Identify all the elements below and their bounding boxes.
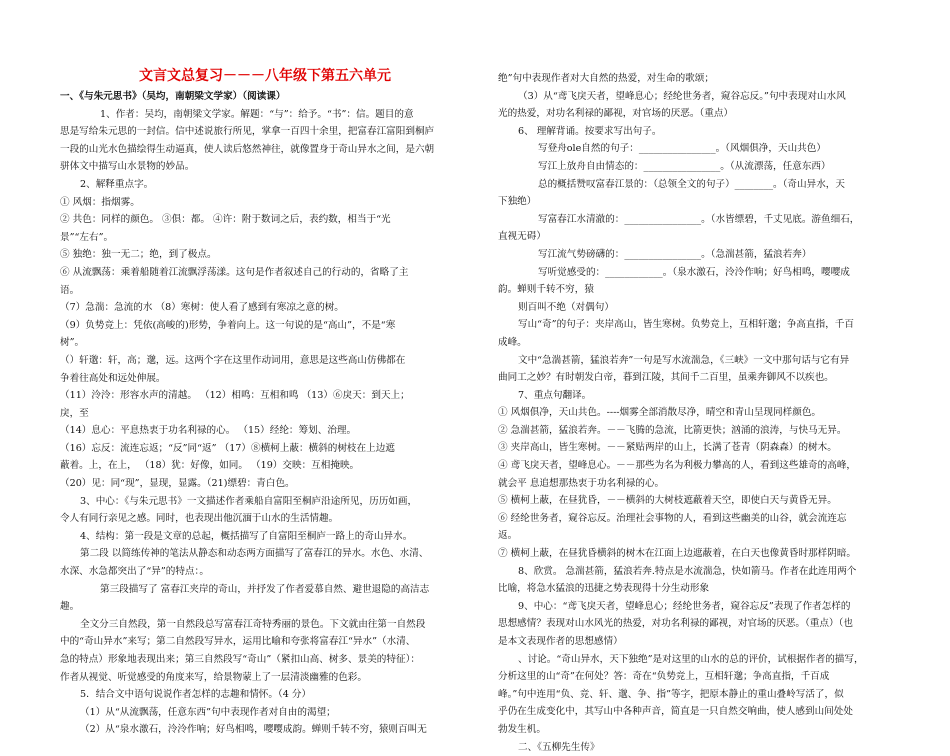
text-line: 绝”句中表现作者对大自然的热爱，对生命的歌颂； [498,73,714,84]
text-line: ① 风烟：指烟雾。 [60,196,140,208]
text-line: 树”。 [60,337,85,349]
text-line: 峰。”句中连用“负、竞、轩、邈、争、指”等字，把原本静止的重山叠岭写活了，似 [498,688,844,700]
text-line: 蔽着。上，在上， （18）犹：好像，如同。 （19）交映：互相掩映。 [60,460,360,472]
text-line: 写江流气势磅礴的：________________。（急湍甚箭，猛浪若奔） [538,248,812,260]
right-column [498,0,898,756]
text-line: 文中“急湍甚箭，猛浪若奔”一句是写水流湍急，《三峡》一文中那句话与它有异 [518,354,850,366]
text-line: 1、作者：吴均，南朝梁文学家。解题：“与”：给予。“书”：信。题目的意 [100,108,414,120]
text-line: （14）息心：平息热衷于功名利禄的心。 （15）经纶：筹划、治理。 [60,425,357,437]
text-line: 总的概括赞叹富春江景的：（总领全文的句子）________。（奇山异水，天 [538,178,845,190]
text-line: 令人有同行亲见之感。同时，也表现出他沉湎于山水的生活情趣。 [60,513,339,525]
text-line: （2）从“泉水激石，泠泠作响；好鸟相鸣，嘤嘤成韵。蝉则千转不穷，猿则百叫无 [80,724,427,736]
text-line: 勃发生机。 [498,723,546,735]
text-line: 一、《与朱元思书》（吴均，南朝梁文学家）（阅读课） [60,91,286,102]
text-line: 写听觉感受的：____________。（泉水激石，泠泠作响；好鸟相鸣，嘤嘤成 [538,266,850,278]
text-line: 中的“奇山异水”来写；第二自然段写异水，运用比喻和夸张将富春江“异水”（水清、 [60,636,416,648]
text-line: 曲同工之妙？有时朝发白帝，暮到江陵，其间千二百里，虽乘奔御风不以疾也。 [498,372,834,384]
left-column [60,0,470,739]
text-line: 下独绝） [498,196,537,208]
text-line: 光的热爱，对功名利禄的鄙视，对官场的厌恶。（重点） [498,108,734,120]
text-line: ② 共色：同样的颜色。 ③俱：都。 ④许：附于数词之后，表约数，相当于“光 [60,214,391,226]
text-line: 第二段 以简练传神的笔法从静态和动态两方面描写了富春江的异水。水色、水清、 [80,548,429,560]
text-line: ② 急湍甚箭，猛浪若奔。－－飞腾的急流，比箭更快；汹涌的浪涛，与快马无异。 [498,424,847,436]
text-line: ⑥ 经纶世务者，窥谷忘反。治理社会事物的人，看到这些幽美的山谷，就会流连忘 [498,512,847,524]
text-line: 思是写给朱元思的一封信。信中述说旅行所见，掌拿一百四十余里，把富春江富阳到桐庐 [60,126,435,138]
text-line: （20）见：同“现”，显现，显露。（21)缥碧：青白色。 [60,478,295,490]
text-line: （）轩邈：轩，高；邈，远。这两个字在这里作动词用，意思是这些高山仿佛都在 [60,354,406,366]
left-text-lines [60,88,470,739]
text-line: 2、解释重点字。 [80,178,154,190]
text-line: ④ 鸢飞戾天者，望峰息心。－－那些为名为利极力攀高的人，看到这些雄奇的高峰， [498,460,857,472]
text-line: ⑦ 横柯上蔽，在昼犹昏横斜的树木在江面上边遮蔽着，在白天也像黄昏时那样阴暗。 [498,548,857,560]
text-line: 一段的山光水色描绘得生动逼真，使人读后悠然神往，就像置身于奇山异水之间，是六朝 [60,143,435,155]
text-line: （7）急湍：急流的水 （8）寒树：使人看了感到有寒凉之意的树。 [60,302,344,314]
text-line: 、讨论。“奇山异水，天下独绝”是对这里的山水的总的评价，试根据作者的描写， [518,653,864,665]
text-line: （11）泠泠：形容水声的清越。 （12）相鸣：互相和鸣 （13）⑥戾天：到天上； [60,390,410,402]
right-text-lines [498,0,898,756]
text-line: 景”“左右”。 [60,231,114,243]
text-line: ① 风烟俱净，天山共色。----烟雾全部消散尽净，晴空和青山呈现同样颜色。 [498,407,822,419]
text-line: 趣。 [60,601,80,613]
text-line: 返。 [498,530,518,542]
text-line: 全文分三自然段，第一自然段总写富春江奇特秀丽的景色。下文就由往第一自然段 [80,618,426,630]
text-line: 9、中心：“鸢飞戾天者，望峰息心；经纶世务者，窥谷忘反”表现了作者怎样的 [518,600,851,612]
text-line: 水深、水急都突出了“异”的特点：。 [60,566,209,578]
text-line: 直视无碍） [498,231,546,243]
text-line: 写江上放舟自由情态的：________________。（从流漂荡，任意东西） [538,160,831,172]
text-line: ⑤ 独绝：独一无二；绝，到了极点。 [60,249,217,261]
text-line: 6、 理解背诵。按要求写出句子。 [518,125,662,137]
text-line: 3、中心：《与朱元思书》一文描述作者乘船自富阳至桐庐沿途所见，历历如画， [80,495,418,507]
text-line: 戾，至 [60,407,89,419]
text-line: 第三段描写了 富春江夹岸的奇山，并抒发了作者爱慕自然、避世退隐的高洁志 [100,583,430,595]
text-line: ③ 夹岸高山，皆生寒树。－－紧贴两岸的山上，长满了苍青（阴森森）的树木。 [498,442,837,454]
text-line: ⑤ 横柯上蔽，在昼犹昏，－－横斜的大树枝遮蔽着天空，即使白天与黄昏无异。 [498,495,837,507]
text-line: 比喻，将急水猛浪的迅捷之势表现得十分生动形象 [498,583,710,595]
text-line: 写富春江水清澈的：________________。（水皆缥碧，千丈见底。游鱼细石， [538,213,860,225]
text-line: 7、重点句翻译。 [518,389,592,401]
text-line: 思想感情？表现对山水风光的热爱，对功名利禄的鄙视，对官场的厌恶。（重点）（也 [498,618,853,630]
text-line: 二、《五柳先生传》 [518,741,600,753]
text-line: 急的特点）形象地表现出来；第三自然段写“奇山”（紧扣山高、树多、景美的特征）： [60,654,420,665]
text-line: 作者从视觉、听觉感受的角度来写，给景物蒙上了一层清淡幽雅的色彩。 [60,671,367,683]
text-line: 8、欣赏。 急湍甚箭，猛浪若奔.特点是水流湍急，快如箭马。作者在此连用两个 [518,565,857,577]
text-line: 争着往高处和远处伸展。 [60,372,166,384]
text-line: 就会平 息追想那热衷于功名利禄的心。 [498,477,665,489]
text-line: 分析这里的山“奇”在何处？答：奇在“负势竞上，互相轩邈；争高直指，千百成 [498,671,830,683]
text-line: 写登舟ole自然的句子：________________。（风烟俱净，天山共色） [538,143,826,155]
text-line: 4、结构：第一段是文章的总起，概括描写了自富阳至桐庐一路上的奇山异水。 [80,530,413,542]
page-title: 文言文总复习－－－八年级下第五六单元 [139,68,391,84]
text-line: 骈体文中描写山水景物的妙品。 [60,161,195,173]
text-line: （3）从“鸢飞戾天者，望峰息心；经纶世务者，窥谷忘反。”句中表现对山水风 [518,90,846,102]
text-line: 则百叫不绝（对偶句） [518,301,614,313]
text-line: ⑥ 从流飘荡：乘着船随着江流飘浮荡漾。这句是作者叙述自己的行动的，省略了主 [60,266,409,278]
text-line: 乎仍在生成变化中，其写山中各种声音，简直是一只自然交响曲，使人感到山间处处 [498,706,853,718]
text-line: 5．结合文中语句说说作者怎样的志趣和情怀。（4 分） [80,689,312,701]
text-line: 韵。蝉则千转不穷，猿 [498,284,594,296]
text-line: 语。 [60,284,80,296]
text-line: 成峰。 [498,336,527,348]
text-line: 是本文表现作者的思想感情） [498,636,623,647]
text-line: 写山“奇”的句子：夹岸高山，皆生寒树。负势竞上，互相轩邈；争高直指，千百 [518,319,854,331]
text-line: （16）忘反：流连忘返；“反”同“返” （17）⑧横柯上蔽：横斜的树枝在上边遮 [60,442,395,454]
text-line: （1）从“从流飘荡，任意东西”句中表现作者对自由的渴望； [80,706,336,718]
text-line: （9）负势竞上：凭依(高峻的)形势，争着向上。这一句说的是“高山”，不是“寒 [60,319,396,331]
